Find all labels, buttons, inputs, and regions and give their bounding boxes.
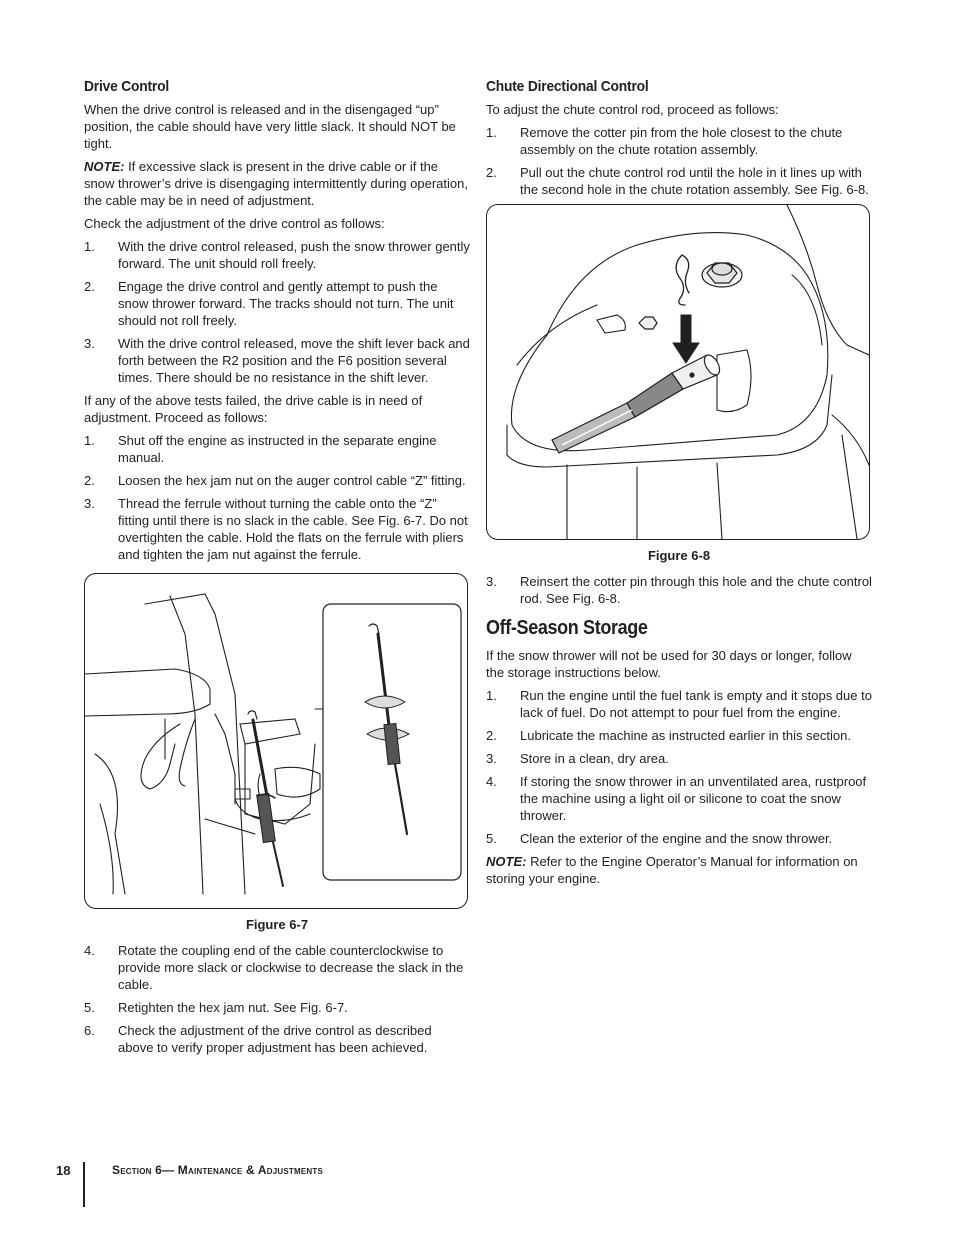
step-number: 2. [84, 473, 95, 488]
step-number: 3. [84, 496, 95, 511]
off-season-storage-heading: Off-Season Storage [486, 617, 648, 639]
left-column [84, 78, 470, 1062]
chute-control-intro: To adjust the chute control rod, proceed as follows: [486, 102, 779, 117]
list-item [486, 687, 872, 721]
adjust-steps-list [84, 432, 470, 563]
step-number: 4. [84, 943, 95, 958]
list-item [486, 830, 872, 847]
step-text: Pull out the chute control rod until the hole in it lines up with the second hole in the chute rotation assembly. See Fig. 6-8. [520, 165, 869, 197]
check-steps-list [84, 238, 470, 386]
figure-6-7-illustration [84, 573, 468, 909]
step-text: Retighten the hex jam nut. See Fig. 6-7. [118, 1000, 348, 1015]
note-label: NOTE: [84, 159, 125, 174]
step-number: 2. [486, 165, 497, 180]
list-item [486, 773, 872, 824]
tests-failed-text: If any of the above tests failed, the drive cable is in need of adjustment. Proceed as follows: [84, 393, 423, 425]
step-text: Loosen the hex jam nut on the auger control cable “Z” fitting. [118, 473, 466, 488]
step-number: 2. [486, 728, 497, 743]
step-text: Store in a clean, dry area. [520, 751, 669, 766]
step-text: Clean the exterior of the engine and the snow thrower. [520, 831, 833, 846]
step-text: Reinsert the cotter pin through this hole and the chute control rod. See Fig. 6-8. [520, 574, 872, 606]
list-item [486, 124, 872, 158]
chute-steps-list [486, 124, 872, 198]
list-item [486, 164, 872, 198]
step-text: If storing the snow thrower in an unventilated area, rustproof the machine using a light oil or silicone to coat the snow thrower. [520, 774, 867, 823]
figure-6-8-illustration [486, 204, 870, 540]
step-text: Check the adjustment of the drive control as described above to verify proper adjustment has been achieved. [118, 1023, 432, 1055]
step-number: 1. [486, 125, 497, 140]
step-text: Remove the cotter pin from the hole closest to the chute assembly on the chute rotation assembly. [520, 125, 843, 157]
list-item [84, 942, 470, 993]
step-text: With the drive control released, move the shift lever back and forth between the R2 position and the F6 position several times. There should be no resistance in the shift lever. [118, 336, 470, 385]
note-label: NOTE: [486, 854, 527, 869]
step-text: Thread the ferrule without turning the cable onto the “Z” fitting until there is no slack in the cable. See Fig. 6-7. Do not overtighten the cable. Hold the flats on the ferrule with pliers and tighten the jam nut against the ferrule. [118, 496, 468, 562]
step-number: 6. [84, 1023, 95, 1038]
step-text: Run the engine until the fuel tank is empty and it stops due to lack of fuel. Do not attempt to pour fuel from the engine. [520, 688, 872, 720]
list-item [486, 573, 872, 607]
step-number: 1. [84, 239, 95, 254]
note-text: Refer to the Engine Operator’s Manual for information on storing your engine. [486, 854, 858, 886]
chute-control-heading: Chute Directional Control [486, 78, 649, 95]
step-text: Engage the drive control and gently attempt to push the snow thrower forward. The tracks should not turn. The unit should not roll freely. [118, 279, 454, 328]
list-item [84, 432, 470, 466]
figure-6-7-caption: Figure 6-7 [245, 917, 309, 932]
step-number: 5. [486, 831, 497, 846]
list-item [84, 335, 470, 386]
drive-cable-illustration [85, 574, 467, 908]
step-number: 3. [486, 574, 497, 589]
footer-divider [83, 1162, 85, 1207]
step-number: 5. [84, 1000, 95, 1015]
page-number: 18 [56, 1163, 71, 1178]
check-adjustment-text: Check the adjustment of the drive control as follows: [84, 216, 385, 231]
step-text: Rotate the coupling end of the cable counterclockwise to provide more slack or clockwise to decrease the slack in the cable. [118, 943, 464, 992]
step-text: With the drive control released, push the snow thrower gently forward. The unit should roll freely. [118, 239, 470, 271]
storage-steps-list [486, 687, 872, 847]
step-number: 1. [84, 433, 95, 448]
reinsert-steps-list [486, 573, 872, 607]
storage-intro: If the snow thrower will not be used for 30 days or longer, follow the storage instructions below. [486, 648, 852, 680]
step-text: Lubricate the machine as instructed earlier in this section. [520, 728, 851, 743]
figure-6-8-caption: Figure 6-8 [647, 548, 711, 563]
right-column [486, 78, 872, 893]
step-number: 2. [84, 279, 95, 294]
section-title: Section 6— Maintenance & Adjustments [112, 1163, 323, 1177]
step-text: Shut off the engine as instructed in the separate engine manual. [118, 433, 437, 465]
step-number: 3. [486, 751, 497, 766]
step-number: 1. [486, 688, 497, 703]
chute-rod-illustration [487, 205, 869, 539]
list-item [84, 472, 470, 489]
list-item [486, 727, 872, 744]
list-item [84, 495, 470, 563]
step-number: 4. [486, 774, 497, 789]
drive-control-heading: Drive Control [84, 78, 170, 95]
list-item [84, 238, 470, 272]
note-text: If excessive slack is present in the drive cable or if the snow thrower’s drive is disengaging intermittently during operation, the cable may be in need of adjustment. [84, 159, 468, 208]
list-item [486, 750, 872, 767]
list-item [84, 1022, 470, 1056]
drive-control-intro: When the drive control is released and in the disengaged “up” position, the cable should have very little slack. It should NOT be tight. [84, 102, 456, 151]
list-item [84, 278, 470, 329]
list-item [84, 999, 470, 1016]
drive-control-note [84, 158, 470, 209]
storage-note [486, 853, 872, 887]
step-number: 3. [84, 336, 95, 351]
final-steps-list [84, 942, 470, 1056]
